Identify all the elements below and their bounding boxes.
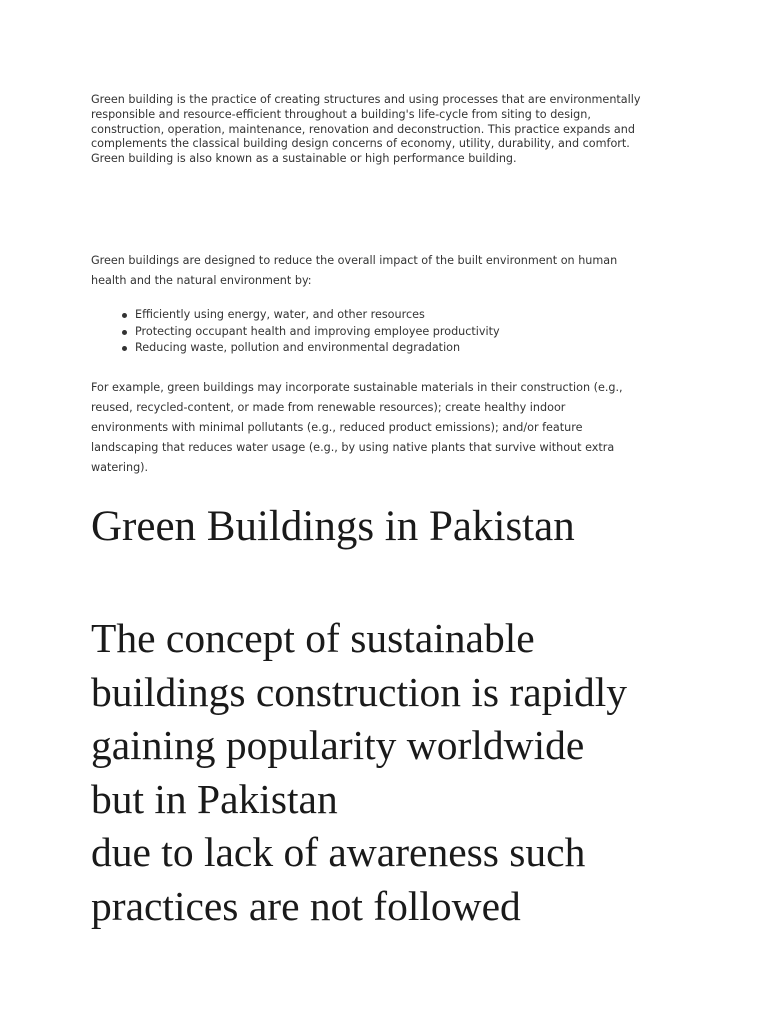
bullet-list bbox=[91, 307, 691, 357]
statement-line: due to lack of awareness such bbox=[91, 829, 586, 875]
text-line: construction, operation, maintenance, renovation and deconstruction. This practice expands and bbox=[91, 122, 635, 136]
text-line: responsible and resource-efficient throughout a building's life-cycle from siting to design, bbox=[91, 107, 591, 121]
text-line: environments with minimal pollutants (e.g., reduced product emissions); and/or feature bbox=[91, 421, 583, 434]
large-statement bbox=[91, 612, 751, 933]
text-line: Green building is also known as a sustainable or high performance building. bbox=[91, 152, 517, 166]
text-line: Green building is the practice of creating structures and using processes that are environmentally bbox=[91, 93, 641, 106]
impact-paragraph bbox=[91, 251, 691, 291]
list-item: Efficiently using energy, water, and other resources bbox=[135, 307, 691, 324]
text-line: reused, recycled-content, or made from renewable resources); create healthy indoor bbox=[91, 401, 566, 414]
statement-line: buildings construction is rapidly bbox=[91, 668, 627, 715]
list-item: Reducing waste, pollution and environmental degradation bbox=[135, 340, 691, 357]
text-line: landscaping that reduces water usage (e.g., by using native plants that survive without extra bbox=[91, 441, 615, 454]
intro-paragraph bbox=[91, 93, 691, 167]
example-paragraph bbox=[91, 378, 691, 478]
text-line: health and the natural environment by: bbox=[91, 274, 312, 287]
statement-line: but in Pakistan bbox=[91, 775, 338, 822]
section-heading: Green Buildings in Pakistan bbox=[91, 503, 575, 550]
text-line: complements the classical building design concerns of economy, utility, durability, and comfort. bbox=[91, 137, 630, 151]
text-line: For example, green buildings may incorporate sustainable materials in their construction (e.g., bbox=[91, 381, 623, 394]
statement-line: practices are not followed bbox=[91, 882, 521, 929]
text-line: Green buildings are designed to reduce the overall impact of the built environment on human bbox=[91, 254, 618, 267]
statement-line: gaining popularity worldwide bbox=[91, 722, 585, 768]
list-item: Protecting occupant health and improving employee productivity bbox=[135, 324, 691, 341]
text-line: watering). bbox=[91, 461, 149, 474]
statement-line: The concept of sustainable bbox=[91, 615, 535, 661]
